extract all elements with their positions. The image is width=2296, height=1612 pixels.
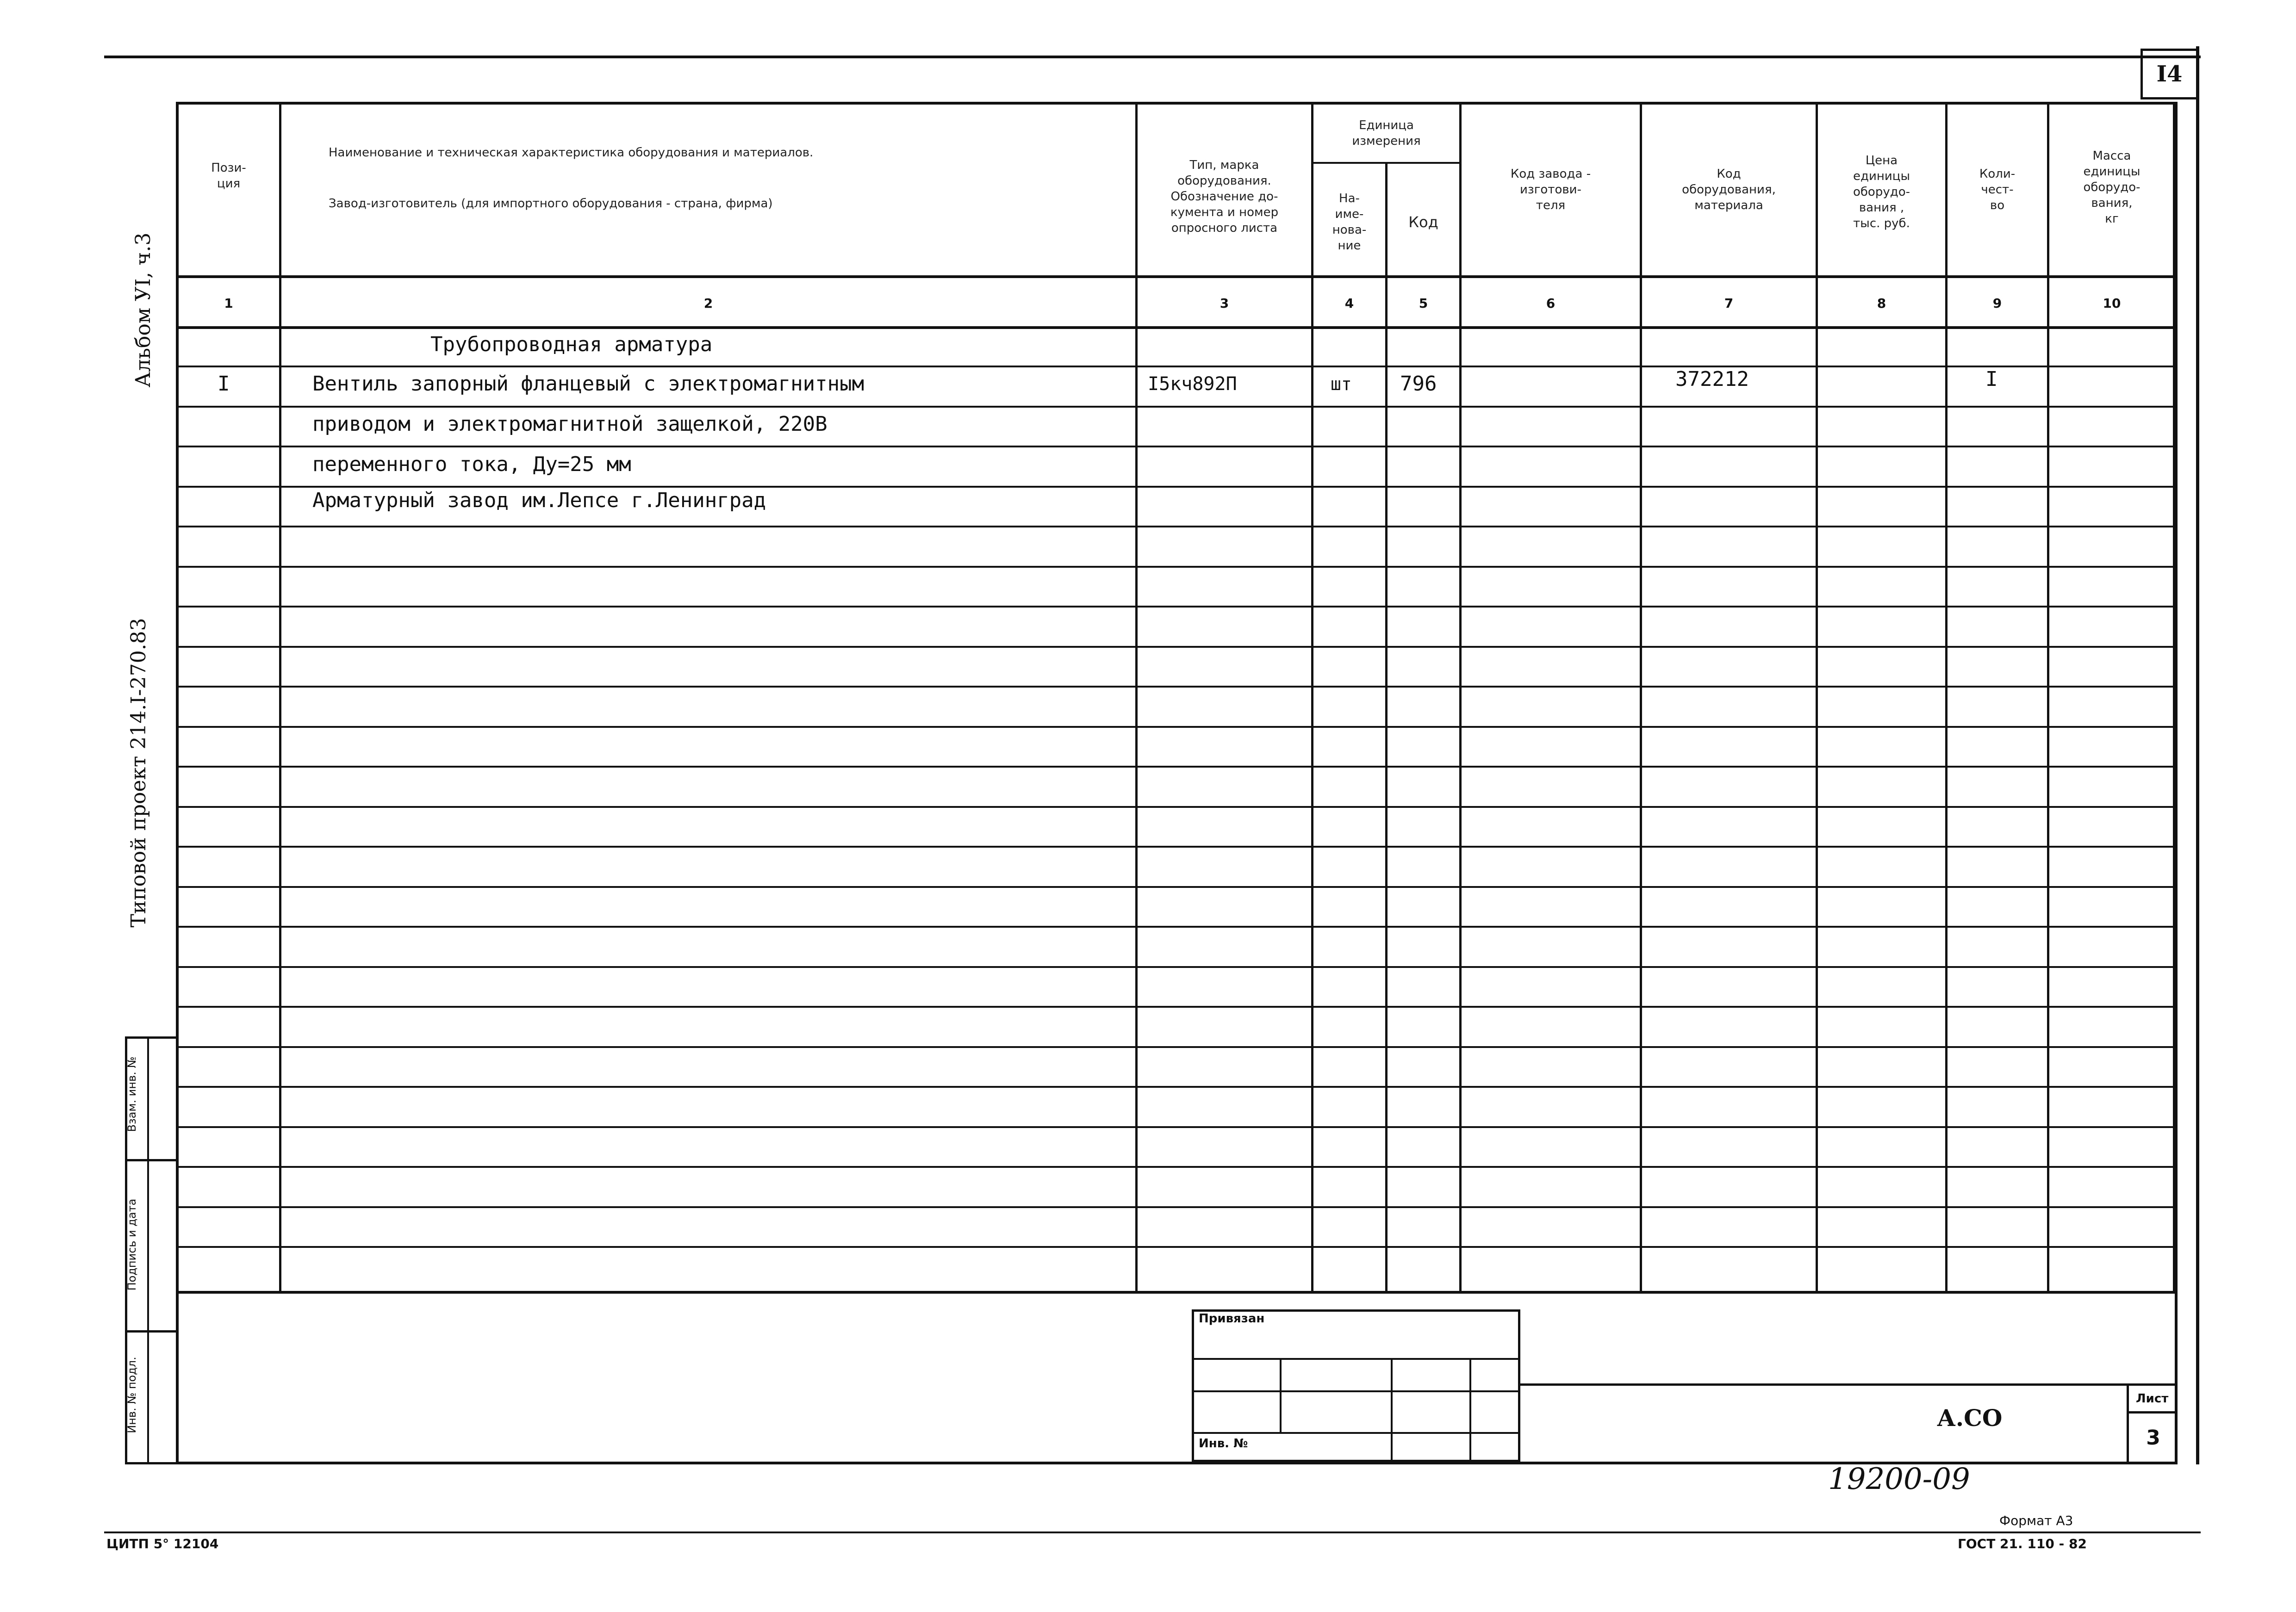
item-name-line-2: приводом и электромагнитной защелкой, 220В (312, 412, 828, 436)
header-unit-group: Единица измерения (1352, 118, 1421, 148)
colnum-2: 2 (703, 295, 713, 311)
row-line (176, 686, 2178, 688)
header-bottom-line (176, 275, 2178, 278)
row-line (176, 1246, 2178, 1248)
row-line (176, 1126, 2178, 1128)
item-name-line-1: Вентиль запорный фланцевый с электромагнитным (312, 372, 865, 396)
item-equipment-code: 372212 (1675, 367, 1749, 391)
inv-no-label: Инв. № (1199, 1437, 1248, 1451)
colnum-5: 5 (1419, 295, 1428, 311)
header-col10: Масса единицы оборудо- вания, кг (2083, 149, 2140, 226)
row-line (176, 806, 2178, 808)
sheet-corner-label: I4 (2156, 61, 2183, 87)
item-unit: шт (1331, 374, 1352, 394)
footer-top-line (176, 1291, 2178, 1294)
colnum-1: 1 (224, 295, 233, 311)
colnum-9: 9 (1992, 295, 2002, 311)
row-line (176, 726, 2178, 728)
row-line (176, 406, 2178, 408)
gost-label: ГОСТ 21. 110 - 82 (1958, 1536, 2087, 1551)
header-col4: На- име- нова- ние (1332, 192, 1367, 253)
header-col5: Код (1408, 213, 1438, 231)
item-quantity: I (1985, 367, 1998, 391)
row-line (176, 1166, 2178, 1168)
header-col9: Коли- чест- во (1979, 167, 2016, 212)
colnum-10: 10 (2103, 295, 2121, 311)
header-col8: Цена единицы оборудо- вания , тыс. руб. (1853, 154, 1910, 230)
sheet-box-left (2127, 1386, 2129, 1464)
header-col6: Код завода - изготови- теля (1510, 167, 1591, 212)
row-line (176, 1206, 2178, 1208)
colnum-8: 8 (1877, 295, 1886, 311)
header-col3: Тип, марка оборудования. Обозначение до- кумента и номер опросного листа (1170, 158, 1279, 235)
row-line (176, 446, 2178, 447)
row-line (176, 366, 2178, 367)
sheet-label: Лист (2136, 1392, 2169, 1406)
privyazan-label: Привязан (1199, 1312, 1265, 1326)
colnum-3: 3 (1220, 295, 1229, 311)
stamp-label-inv: Инв. № подл. (125, 1357, 138, 1433)
row-line (176, 886, 2178, 888)
item-unit-code: 796 (1400, 372, 1437, 396)
doc-code: А.СО (1937, 1404, 2003, 1432)
row-line (176, 566, 2178, 568)
row-line (176, 1006, 2178, 1008)
row-line (176, 1086, 2178, 1088)
format-label: Формат А3 (1999, 1513, 2073, 1528)
titleblock-top-line (1520, 1383, 2178, 1386)
privyazan-vline-1 (1280, 1358, 1282, 1432)
row-line (176, 766, 2178, 768)
row-line (176, 606, 2178, 608)
stamp-label-podpis: Подпись и дата (125, 1198, 138, 1291)
row-line (176, 1046, 2178, 1048)
sheet-corner-box (2140, 49, 2198, 99)
sheet-box-divider (2127, 1411, 2178, 1414)
colnum-4: 4 (1344, 295, 1354, 311)
sheet-number: 3 (2146, 1426, 2160, 1450)
row-line (176, 926, 2178, 928)
privyazan-vline-2 (1391, 1358, 1393, 1462)
header-col2-line2: Завод-изготовитель (для импортного оборудования - страна, фирма) (329, 197, 773, 211)
row-line (176, 646, 2178, 648)
colnum-6: 6 (1546, 295, 1556, 311)
section-title: Трубопроводная арматура (430, 333, 713, 356)
bottom-rule (104, 1531, 2201, 1533)
colnum-bottom-line (176, 326, 2178, 329)
stamp-divider-2 (125, 1330, 179, 1333)
colnum-7: 7 (1724, 295, 1734, 311)
publisher-label: ЦИТП 5° 12104 (106, 1536, 219, 1551)
frame-right-border (2196, 46, 2199, 1464)
item-position: I (218, 372, 230, 396)
header-col1: Пози- ция (211, 161, 246, 191)
unit-group-line (1311, 162, 1462, 164)
stamp-label-vzam: Взам. инв. № (125, 1056, 138, 1132)
stamp-inner-line (147, 1036, 149, 1464)
row-line (176, 966, 2178, 968)
header-col7: Код оборудования, материала (1682, 167, 1776, 212)
stamp-divider-1 (125, 1159, 179, 1161)
row-line (176, 526, 2178, 527)
top-rule (104, 56, 2201, 58)
item-name-line-4: Арматурный завод им.Лепсе г.Ленинград (312, 489, 766, 512)
side-label-album: Альбом УI, ч.3 (131, 232, 155, 388)
item-type: I5кч892П (1148, 373, 1237, 395)
handwritten-number: 19200-09 (1828, 1462, 1970, 1496)
privyazan-vline-3 (1469, 1358, 1471, 1462)
side-label-project: Типовой проект 214.I-270.83 (127, 618, 150, 928)
item-name-line-3: переменного тока, Ду=25 мм (312, 453, 631, 476)
row-line (176, 846, 2178, 848)
header-col2-line1: Наименование и техническая характеристика оборудования и материалов. (329, 146, 814, 160)
